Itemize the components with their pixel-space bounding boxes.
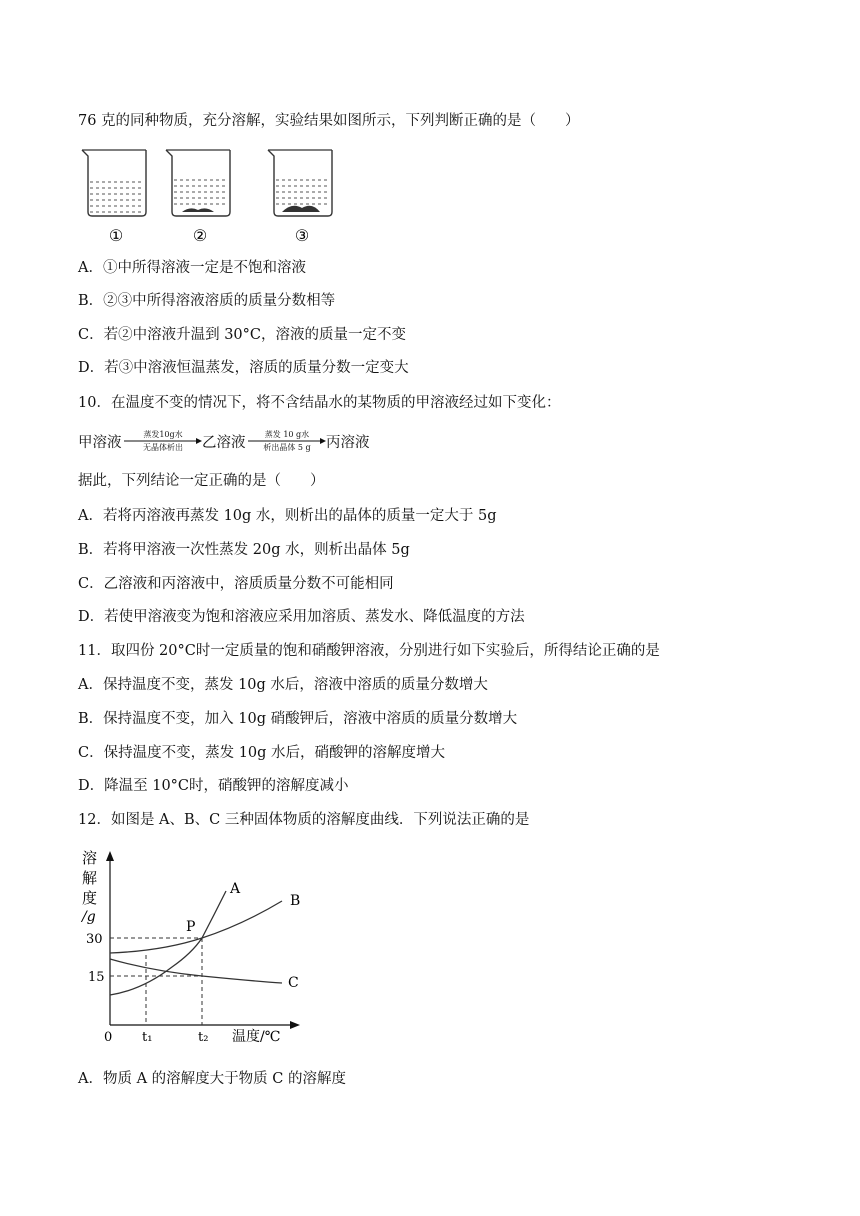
solution-jia: 甲溶液 (78, 435, 122, 451)
q11-option-d: D．降温至 10°C时，硝酸钾的溶解度减小 (78, 778, 349, 794)
q10-option-a: A．若将丙溶液再蒸发 10g 水，则析出的晶体的质量一定大于 5g (78, 508, 497, 524)
beaker-figure (78, 146, 348, 246)
q9-stem: 76 克的同种物质，充分溶解，实验结果如图所示，下列判断正确的是（ ） (78, 113, 580, 129)
q10-prompt: 据此，下列结论一定正确的是（ ） (78, 473, 325, 489)
beaker-label-2: ② (192, 226, 208, 245)
x-tick-t1: t₁ (142, 1030, 153, 1045)
q11-option-c: C．保持温度不变，蒸发 10g 水后，硝酸钾的溶解度增大 (78, 745, 446, 761)
arrow-1-top-label: 蒸发10g水 (143, 430, 183, 439)
q11-option-a: A．保持温度不变，蒸发 10g 水后，溶液中溶质的质量分数增大 (78, 677, 488, 693)
y-label-char-1: 溶 (82, 849, 98, 867)
reaction-arrow-1 (124, 428, 202, 454)
beaker-label-3: ③ (294, 226, 310, 245)
q11-stem: 11．取四份 20°C时一定质量的饱和硝酸钾溶液，分别进行如下实验后，所得结论正确的是 (78, 643, 660, 659)
y-label-char-2: 解 (82, 869, 98, 887)
solution-bing: 丙溶液 (326, 435, 370, 451)
beaker-2 (166, 150, 230, 216)
x-axis-label: 温度/℃ (232, 1029, 281, 1045)
arrow-1-bottom-label: 无晶体析出 (143, 443, 183, 452)
y-label-char-4: /g (82, 909, 96, 925)
curve-label-b: B (290, 893, 301, 909)
curve-a (110, 891, 226, 995)
solution-yi: 乙溶液 (202, 435, 246, 451)
q12-option-a: A．物质 A 的溶解度大于物质 C 的溶解度 (78, 1071, 346, 1087)
reaction-arrow-2 (248, 428, 326, 454)
q9-option-a: A．①中所得溶液一定是不饱和溶液 (78, 260, 306, 276)
q10-option-c: C．乙溶液和丙溶液中，溶质质量分数不可能相同 (78, 576, 394, 592)
beaker-1 (82, 150, 146, 216)
y-tick-30: 30 (86, 932, 103, 947)
q10-stem: 10．在温度不变的情况下，将不含结晶水的某物质的甲溶液经过如下变化： (78, 395, 561, 411)
y-label-char-3: 度 (82, 889, 98, 907)
x-tick-t2: t₂ (198, 1030, 209, 1045)
origin-label: 0 (104, 1030, 113, 1045)
solubility-chart (72, 845, 322, 1055)
reaction-scheme (78, 428, 418, 454)
arrow-2-bottom-label: 析出晶体 5 g (263, 443, 311, 452)
beaker-label-1: ① (108, 226, 124, 245)
curve-label-a: A (230, 881, 241, 897)
q10-option-b: B．若将甲溶液一次性蒸发 20g 水，则析出晶体 5g (78, 542, 410, 558)
q12-stem: 12．如图是 A、B、C 三种固体物质的溶解度曲线．下列说法正确的是 (78, 812, 530, 828)
arrow-2-top-label: 蒸发 10 g水 (264, 430, 310, 439)
point-p-label: P (186, 919, 196, 935)
beaker-3 (268, 150, 332, 216)
curve-c (110, 959, 282, 983)
y-tick-15: 15 (88, 970, 105, 985)
q9-option-c: C．若②中溶液升温到 30°C，溶液的质量一定不变 (78, 327, 406, 343)
q10-option-d: D．若使甲溶液变为饱和溶液应采用加溶质、蒸发水、降低温度的方法 (78, 609, 525, 625)
q9-option-b: B．②③中所得溶液溶质的质量分数相等 (78, 293, 336, 309)
y-axis-arrow (106, 851, 114, 861)
q9-option-d: D．若③中溶液恒温蒸发，溶质的质量分数一定变大 (78, 360, 409, 376)
x-axis-arrow (290, 1021, 300, 1029)
curve-label-c: C (288, 975, 299, 991)
q11-option-b: B．保持温度不变，加入 10g 硝酸钾后，溶液中溶质的质量分数增大 (78, 711, 518, 727)
